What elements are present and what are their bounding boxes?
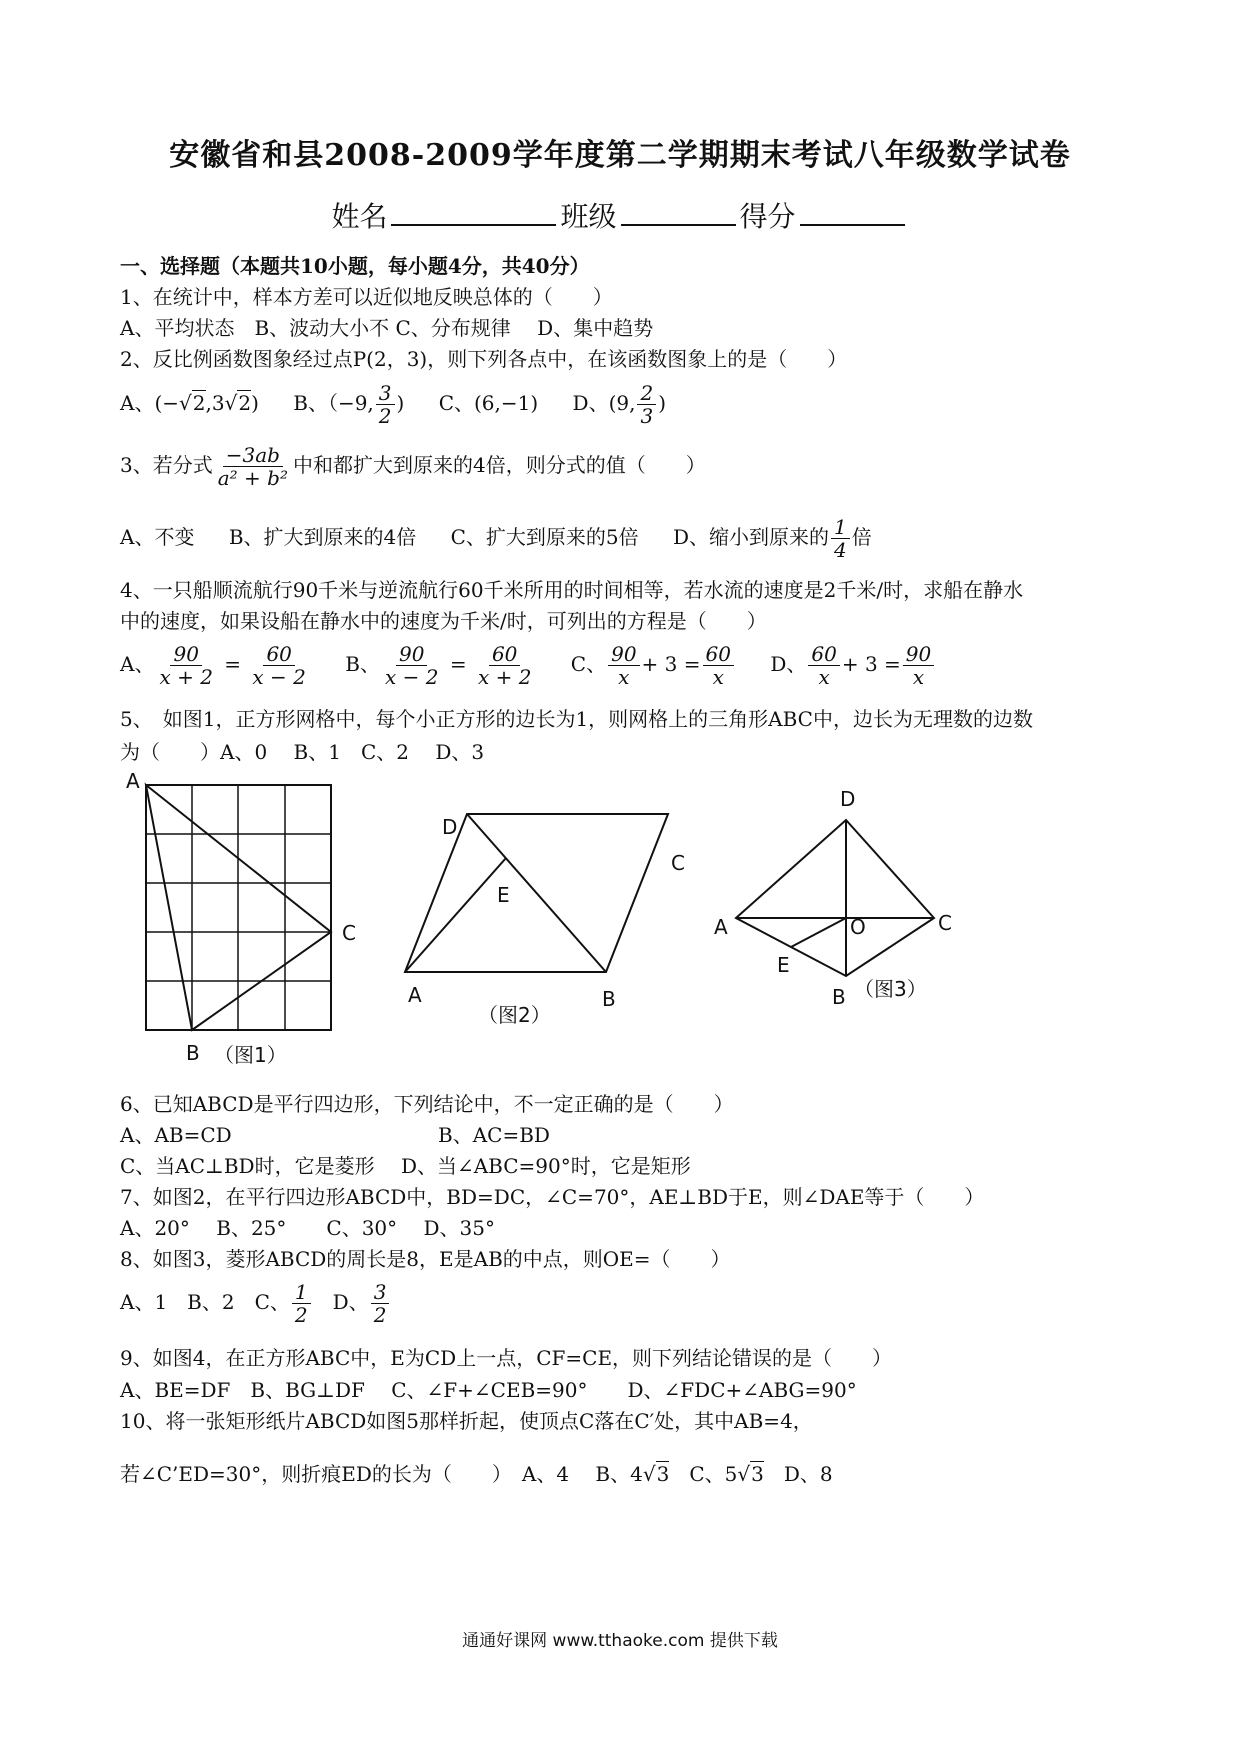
q2-options xyxy=(120,382,694,427)
fig1-caption: （图1） xyxy=(214,1043,287,1067)
q4-line2: 中的速度，如果设船在静水中的速度为千米/时，可列出的方程是（ ） xyxy=(120,609,767,633)
fig2-caption: （图2） xyxy=(478,1003,551,1027)
fig2-label-b: B xyxy=(602,987,616,1011)
q8-text: 8、如图3，菱形ABCD的周长是8，E是AB的中点，则OE=（ ） xyxy=(120,1247,731,1271)
fig3-caption: （图3） xyxy=(854,977,927,1001)
class-label: 班级 xyxy=(560,200,617,233)
fig2-label-e: E xyxy=(497,883,510,907)
q10-line2: 若∠C’ED=30°，则折痕ED的长为（ ） A、4 B、4√3 C、5√3 D、8 xyxy=(120,1462,833,1486)
q6-option-a: A、AB=CD xyxy=(120,1123,232,1147)
q6-options-ab xyxy=(120,1121,550,1149)
exam-title: 安徽省和县2008-2009学年度第二学期期末考试八年级数学试卷 xyxy=(169,138,1071,173)
score-blank[interactable] xyxy=(800,198,905,226)
section-heading: 一、选择题（本题共10小题，每小题4分，共40分） xyxy=(120,254,590,278)
q3-text: 3、若分式 $\frac{-3ab}{\text{a² + b²}}$ 中和都扩大到原来的4倍，则分式的值（ ） xyxy=(120,443,706,490)
q4-option-a: A、 $\frac{90}{x + 2}$ = $\frac{60}{x - 2}$ xyxy=(120,642,306,689)
score-label: 得分 xyxy=(739,200,796,233)
q7-options: A、20° B、25° C、30° D、35° xyxy=(120,1216,495,1240)
q2-option-c: C、(6,−1) xyxy=(438,391,539,415)
q4-option-c: C、 $\frac{90}{x}$ + 3 = $\frac{60}{x}$ xyxy=(571,652,736,676)
figures-area xyxy=(0,770,1240,1090)
q1-text: 1、在统计中，样本方差可以近似地反映总体的（ ） xyxy=(120,285,613,309)
q5-line1: 5、 如图1，正方形网格中，每个小正方形的边长为1，则网格上的三角形ABC中，边长为无理数的边数 xyxy=(120,707,1033,731)
fig1-label-a: A xyxy=(126,770,140,793)
q2-option-a: A、(−√2,3√2) xyxy=(120,391,259,415)
q4-line1: 4、一只船顺流航行90千米与逆流航行60千米所用的时间相等，若水流的速度是2千米/时，求船在静水 xyxy=(120,578,1024,602)
q2-option-d: D、(9, $\frac{2}{3}$ ) xyxy=(572,381,667,428)
fig3-label-c: C xyxy=(938,911,952,935)
fig3-label-b: B xyxy=(832,985,846,1009)
fig1-label-b: B xyxy=(186,1041,200,1065)
name-blank[interactable] xyxy=(391,198,556,226)
q8-options: A、1 B、2 C、 $\frac{1}{2}$ D、 $\frac{3}{2}$ xyxy=(120,1280,391,1326)
fig2-label-a: A xyxy=(408,983,422,1007)
fig1-label-c: C xyxy=(342,921,356,945)
q7-text: 7、如图2，在平行四边形ABCD中，BD=DC，∠C=70°，AE⊥BD于E，则∠DAE等于（ ） xyxy=(120,1185,985,1209)
figure-1 xyxy=(146,785,331,1030)
footer-download-note: 通通好课网 www.tthaoke.com 提供下载 xyxy=(462,1631,778,1651)
q9-text: 9、如图4，在正方形ABC中，E为CD上一点，CF=CE，则下列结论错误的是（ ） xyxy=(120,1346,893,1370)
q6-options-cd: C、当AC⊥BD时，它是菱形 D、当∠ABC=90°时，它是矩形 xyxy=(120,1154,691,1178)
q2-option-b: B、（−9, $\frac{3}{2}$ ) xyxy=(293,381,405,428)
q3-options: A、不变 B、扩大到原来的4倍 C、扩大到原来的5倍 D、缩小到原来的 $\frac{1}{4}$ 倍 xyxy=(120,515,872,562)
name-label: 姓名 xyxy=(331,200,388,233)
q4-option-b: B、 $\frac{90}{x - 2}$ = $\frac{60}{x + 2}$ xyxy=(345,642,532,689)
q1-options: A、平均状态 B、波动大小不 C、分布规律 D、集中趋势 xyxy=(120,316,654,340)
q5-line2: 为（ ）A、0 B、1 C、2 D、3 xyxy=(120,740,485,764)
fig3-label-d: D xyxy=(840,787,856,811)
fig2-label-c: C xyxy=(671,851,685,875)
q4-options xyxy=(120,642,964,688)
student-info-line xyxy=(0,195,1240,235)
q9-options: A、BE=DF B、BG⊥DF C、∠F+∠CEB=90° D、∠FDC+∠ABG=90° xyxy=(120,1378,857,1402)
fig2-label-d: D xyxy=(442,815,458,839)
fig3-label-e: E xyxy=(777,953,790,977)
q2-text: 2、反比例函数图象经过点P(2，3)，则下列各点中，在该函数图象上的是（ ） xyxy=(120,347,848,371)
q6-text: 6、已知ABCD是平行四边形，下列结论中，不一定正确的是（ ） xyxy=(120,1092,734,1116)
fig3-label-a: A xyxy=(714,915,728,939)
q6-option-b: B、AC=BD xyxy=(438,1123,550,1147)
figure-3 xyxy=(736,820,934,976)
q3-fraction: $\frac{-3ab}{\text{a² + b²}}$ xyxy=(217,443,288,490)
q10-line1: 10、将一张矩形纸片ABCD如图5那样折起，使顶点C落在C′处，其中AB=4， xyxy=(120,1409,813,1433)
fig3-label-o: O xyxy=(850,915,866,939)
class-blank[interactable] xyxy=(621,198,736,226)
q4-option-d: D、 $\frac{60}{x}$ + 3 = $\frac{90}{x}$ xyxy=(770,652,936,676)
